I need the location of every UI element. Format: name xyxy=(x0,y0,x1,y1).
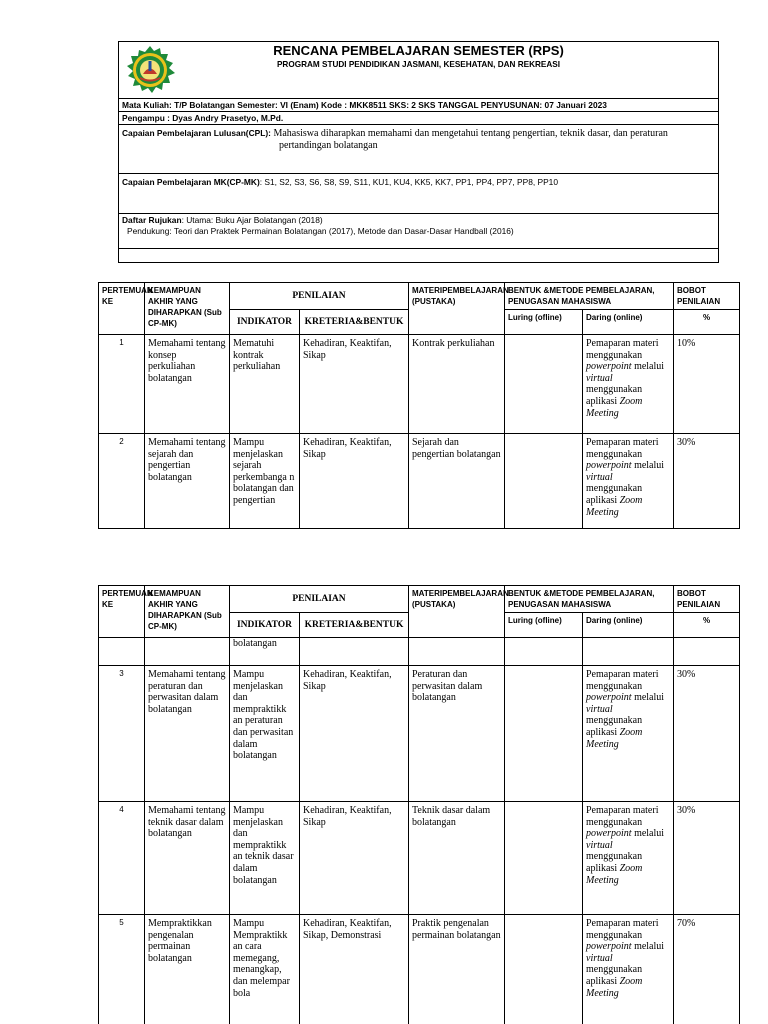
table-row xyxy=(99,434,740,529)
online-method-fragment: powerpoint xyxy=(586,361,632,373)
online-method-text xyxy=(583,434,674,529)
continuation-cell-empty xyxy=(145,638,230,666)
material-text: Sejarah dan pengertian bolatangan xyxy=(409,434,505,529)
online-method-fragment: virtual xyxy=(586,372,613,384)
offline-method-cell xyxy=(505,666,583,802)
course-info-row xyxy=(119,99,718,112)
weight-value: 10% xyxy=(674,335,740,434)
header-indicator: INDIKATOR xyxy=(230,310,300,335)
online-method-fragment: menggunakan aplikasi xyxy=(586,851,643,874)
online-method-fragment: Pemaparan materi menggunakan xyxy=(586,805,659,828)
online-method-fragment: menggunakan aplikasi xyxy=(586,384,643,407)
ability-text: Mempraktikkan pengenalan permainan bolatangan xyxy=(145,915,230,1024)
document-title: RENCANA PEMBELAJARAN SEMESTER (RPS) xyxy=(273,43,564,58)
weight-value: 30% xyxy=(674,802,740,915)
table-row xyxy=(99,666,740,802)
criteria-text: Kehadiran, Keaktifan, Sikap, Demonstrasi xyxy=(300,915,409,1024)
lecturer-value: : Dyas Andry Prasetyo, M.Pd. xyxy=(164,113,284,123)
meeting-number: 3 xyxy=(99,666,145,802)
cpl-value: Mahasiswa diharapkan memahami dan mengetahui tentang pengertian, teknik dasar, dan peraturan xyxy=(270,128,668,139)
header-criteria: KRETERIA&BENTUK xyxy=(300,310,409,335)
material-text: Peraturan dan perwasitan dalam bolatangan xyxy=(409,666,505,802)
header-title-area xyxy=(119,42,718,99)
indicator-text: Mampu Mempraktikk an cara memegang, menangkap, dan melempar bola xyxy=(230,915,300,1024)
criteria-text: Kehadiran, Keaktifan, Sikap xyxy=(300,434,409,529)
header-online: Daring (online) xyxy=(583,613,674,638)
meeting-number: 1 xyxy=(99,335,145,434)
online-method-fragment: virtual xyxy=(586,839,613,851)
online-method-fragment: Pemaparan materi menggunakan xyxy=(586,669,659,692)
online-method-fragment: Zoom Meeting xyxy=(586,494,643,518)
table-header-row xyxy=(99,283,740,310)
header-indicator: INDIKATOR xyxy=(230,613,300,638)
header-ability: KEMAMPUAN AKHIR YANG DIHARAPKAN (Sub CP-MK) xyxy=(145,283,230,335)
header-meeting: PERTEMUAN KE xyxy=(99,586,145,638)
indicator-text: Mampu menjelaskan sejarah perkembanga n bolatangan dan pengertian xyxy=(230,434,300,529)
online-method-fragment: menggunakan aplikasi xyxy=(586,483,643,506)
header-ability: KEMAMPUAN AKHIR YANG DIHARAPKAN (Sub CP-MK) xyxy=(145,586,230,638)
criteria-text: Kehadiran, Keaktifan, Sikap xyxy=(300,802,409,915)
course-info-text: Mata Kuliah: T/P Bolatangan Semester: VI (Enam) Kode : MKK8511 SKS: 2 SKS TANGGAL PENYUSUNAN: 07 Januari 2023 xyxy=(122,100,607,110)
online-method-fragment: virtual xyxy=(586,703,613,715)
offline-method-cell xyxy=(505,915,583,1024)
references-label: Daftar Rujukan xyxy=(122,215,182,225)
criteria-text: Kehadiran, Keaktifan, Sikap xyxy=(300,666,409,802)
header-criteria: KRETERIA&BENTUK xyxy=(300,613,409,638)
table-row xyxy=(99,802,740,915)
continuation-indicator-text: bolatangan xyxy=(230,638,300,666)
online-method-fragment: Pemaparan materi menggunakan xyxy=(586,918,659,941)
online-method-text xyxy=(583,802,674,915)
table-row xyxy=(99,915,740,1024)
table-body-page-1 xyxy=(99,335,740,529)
online-method-fragment: powerpoint xyxy=(586,828,632,840)
header-assessment: PENILAIAN xyxy=(230,586,409,613)
header-weight: BOBOT PENILAIAN xyxy=(674,283,740,310)
online-method-fragment: powerpoint xyxy=(586,692,632,704)
indicator-text: Mampu menjelaskan dan mempraktikk an peraturan dan perwasitan dalam bolatangan xyxy=(230,666,300,802)
online-method-fragment: Zoom Meeting xyxy=(586,726,643,750)
header-material: MATERIPEMBELAJARAN (PUSTAKA) xyxy=(409,283,505,335)
cpl-value-continued: pertandingan bolatangan xyxy=(279,140,378,151)
header-weight-unit: % xyxy=(674,613,740,638)
online-method-text xyxy=(583,915,674,1024)
indicator-text: Mematuhi kontrak perkuliahan xyxy=(230,335,300,434)
online-method-fragment: Zoom Meeting xyxy=(586,395,643,419)
cpl-row xyxy=(119,125,718,174)
rps-header-box xyxy=(118,41,719,263)
ability-text: Memahami tentang sejarah dan pengertian bolatangan xyxy=(145,434,230,529)
references-main: : Utama: Buku Ajar Bolatangan (2018) xyxy=(181,215,323,225)
offline-method-cell xyxy=(505,434,583,529)
cpmk-label: Capaian Pembelajaran MK(CP-MK) xyxy=(122,177,260,187)
table-header-row xyxy=(99,586,740,613)
online-method-fragment: powerpoint xyxy=(586,460,632,472)
online-method-text xyxy=(583,666,674,802)
ability-text: Memahami tentang konsep perkuliahan bolatangan xyxy=(145,335,230,434)
header-method: BENTUK &METODE PEMBELAJARAN, PENUGASAN MAHASISWA xyxy=(505,283,674,310)
continuation-cell-empty xyxy=(300,638,409,666)
meeting-number: 2 xyxy=(99,434,145,529)
indicator-text: Mampu menjelaskan dan mempraktikk an teknik dasar dalam bolatangan xyxy=(230,802,300,915)
continuation-cell-empty xyxy=(583,638,674,666)
cpl-label: Capaian Pembelajaran Lulusan(CPL): xyxy=(122,128,271,138)
online-method-fragment: virtual xyxy=(586,952,613,964)
header-offline: Luring (ofline) xyxy=(505,613,583,638)
online-method-fragment: virtual xyxy=(586,471,613,483)
table-body-page-2 xyxy=(99,666,740,1024)
online-method-text xyxy=(583,335,674,434)
rps-table-page-2 xyxy=(98,585,740,1024)
online-method-fragment: Zoom Meeting xyxy=(586,975,643,999)
weight-value: 30% xyxy=(674,666,740,802)
material-text: Praktik pengenalan permainan bolatangan xyxy=(409,915,505,1024)
meeting-number: 5 xyxy=(99,915,145,1024)
online-method-fragment: melalui xyxy=(631,460,665,472)
header-offline: Luring (ofline) xyxy=(505,310,583,335)
continuation-row xyxy=(99,638,740,666)
online-method-fragment: powerpoint xyxy=(586,941,632,953)
offline-method-cell xyxy=(505,802,583,915)
cpmk-row xyxy=(119,174,718,214)
references-row xyxy=(119,214,718,249)
continuation-cell-empty xyxy=(409,638,505,666)
header-material: MATERIPEMBELAJARAN (PUSTAKA) xyxy=(409,586,505,638)
rps-table-page-1 xyxy=(98,282,740,529)
criteria-text: Kehadiran, Keaktifan, Sikap xyxy=(300,335,409,434)
lecturer-row xyxy=(119,112,718,125)
online-method-fragment: Pemaparan materi menggunakan xyxy=(586,437,659,460)
table-row xyxy=(99,335,740,434)
online-method-fragment: menggunakan aplikasi xyxy=(586,964,643,987)
offline-method-cell xyxy=(505,335,583,434)
header-meeting: PERTEMUAN KE xyxy=(99,283,145,335)
meeting-number: 4 xyxy=(99,802,145,915)
online-method-fragment: melalui xyxy=(631,941,665,953)
lecturer-label: Pengampu xyxy=(122,113,165,123)
material-text: Teknik dasar dalam bolatangan xyxy=(409,802,505,915)
header-weight: BOBOT PENILAIAN xyxy=(674,586,740,613)
online-method-fragment: melalui xyxy=(631,828,665,840)
header-weight-unit: % xyxy=(674,310,740,335)
document-subtitle: PROGRAM STUDI PENDIDIKAN JASMANI, KESEHATAN, DAN REKREASI xyxy=(276,60,561,69)
cpmk-value: : S1, S2, S3, S6, S8, S9, S11, KU1, KU4, KK5, KK7, PP1, PP4, PP7, PP8, PP10 xyxy=(259,177,559,187)
references-support: Pendukung: Teori dan Praktek Permainan Bolatangan (2017), Metode dan Dasar-Dasar Handball (2016) xyxy=(127,226,514,236)
online-method-fragment: Zoom Meeting xyxy=(586,862,643,886)
material-text: Kontrak perkuliahan xyxy=(409,335,505,434)
header-method: BENTUK &METODE PEMBELAJARAN, PENUGASAN MAHASISWA xyxy=(505,586,674,613)
online-method-fragment: melalui xyxy=(631,692,665,704)
continuation-cell-empty xyxy=(99,638,145,666)
continuation-cell-empty xyxy=(505,638,583,666)
weight-value: 30% xyxy=(674,434,740,529)
weight-value: 70% xyxy=(674,915,740,1024)
header-assessment: PENILAIAN xyxy=(230,283,409,310)
ability-text: Memahami tentang peraturan dan perwasitan dalam bolatangan xyxy=(145,666,230,802)
online-method-fragment: menggunakan aplikasi xyxy=(586,715,643,738)
online-method-fragment: Pemaparan materi menggunakan xyxy=(586,338,659,361)
online-method-fragment: melalui xyxy=(631,361,665,373)
ability-text: Memahami tentang teknik dasar dalam bolatangan xyxy=(145,802,230,915)
continuation-cell-empty xyxy=(674,638,740,666)
header-online: Daring (online) xyxy=(583,310,674,335)
